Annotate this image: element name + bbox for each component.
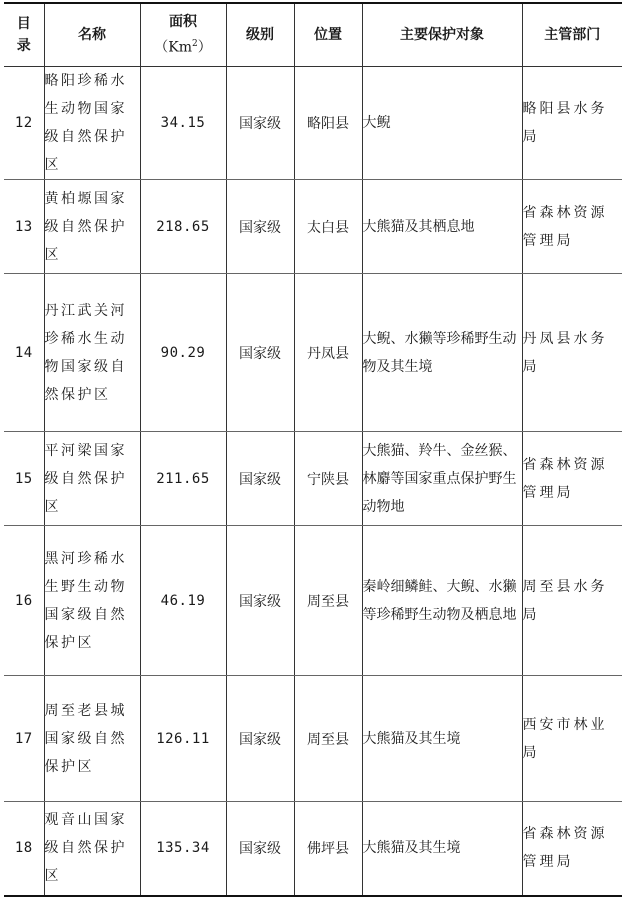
row-level: 国家级 <box>226 526 294 676</box>
row-index: 14 <box>4 274 44 432</box>
row-location: 太白县 <box>294 180 362 274</box>
row-target: 秦岭细鳞鲑、大鲵、水獭等珍稀野生动物及栖息地 <box>362 526 522 676</box>
row-name: 略阳珍稀水生动物国家级自然保护区 <box>44 67 140 180</box>
row-location: 宁陕县 <box>294 432 362 526</box>
row-index: 18 <box>4 802 44 896</box>
row-index: 12 <box>4 67 44 180</box>
header-location: 位置 <box>294 3 362 67</box>
table-row <box>4 432 622 526</box>
header-name: 名称 <box>44 3 140 67</box>
row-area: 90.29 <box>140 274 226 432</box>
row-target: 大熊猫及其生境 <box>362 676 522 802</box>
reserve-table <box>4 2 622 897</box>
row-target: 大熊猫及其栖息地 <box>362 180 522 274</box>
row-dept: 略阳县水务局 <box>522 67 622 180</box>
row-area: 126.11 <box>140 676 226 802</box>
header-area: 面积 （Km$^2$） <box>140 3 226 67</box>
row-target: 大鲵、水獭等珍稀野生动物及其生境 <box>362 274 522 432</box>
row-area: 218.65 <box>140 180 226 274</box>
header-index: 目 录 <box>4 3 44 67</box>
row-dept: 丹凤县水务局 <box>522 274 622 432</box>
header-target: 主要保护对象 <box>362 3 522 67</box>
table-row <box>4 274 622 432</box>
row-dept: 省森林资源管理局 <box>522 432 622 526</box>
row-dept: 西安市林业局 <box>522 676 622 802</box>
row-location: 周至县 <box>294 526 362 676</box>
row-location: 丹凤县 <box>294 274 362 432</box>
row-area: 34.15 <box>140 67 226 180</box>
row-level: 国家级 <box>226 802 294 896</box>
row-location: 周至县 <box>294 676 362 802</box>
row-dept: 省森林资源管理局 <box>522 180 622 274</box>
table-row <box>4 180 622 274</box>
row-dept: 周至县水务局 <box>522 526 622 676</box>
row-index: 16 <box>4 526 44 676</box>
row-target: 大熊猫、羚牛、金丝猴、林麝等国家重点保护野生动物地 <box>362 432 522 526</box>
header-level: 级别 <box>226 3 294 67</box>
row-level: 国家级 <box>226 432 294 526</box>
header-dept: 主管部门 <box>522 3 622 67</box>
row-level: 国家级 <box>226 180 294 274</box>
row-name: 黄柏塬国家级自然保护区 <box>44 180 140 274</box>
table-row <box>4 802 622 896</box>
row-level: 国家级 <box>226 676 294 802</box>
table-row <box>4 526 622 676</box>
row-level: 国家级 <box>226 274 294 432</box>
row-area: 211.65 <box>140 432 226 526</box>
row-level: 国家级 <box>226 67 294 180</box>
row-name: 平河梁国家级自然保护区 <box>44 432 140 526</box>
row-index: 15 <box>4 432 44 526</box>
row-location: 佛坪县 <box>294 802 362 896</box>
header-row <box>4 3 622 67</box>
row-name: 黑河珍稀水生野生动物国家级自然保护区 <box>44 526 140 676</box>
row-name: 周至老县城国家级自然保护区 <box>44 676 140 802</box>
row-target: 大熊猫及其生境 <box>362 802 522 896</box>
row-index: 17 <box>4 676 44 802</box>
row-area: 135.34 <box>140 802 226 896</box>
row-index: 13 <box>4 180 44 274</box>
table-row <box>4 67 622 180</box>
row-target: 大鲵 <box>362 67 522 180</box>
row-name: 观音山国家级自然保护区 <box>44 802 140 896</box>
row-location: 略阳县 <box>294 67 362 180</box>
row-area: 46.19 <box>140 526 226 676</box>
row-dept: 省森林资源管理局 <box>522 802 622 896</box>
table-row <box>4 676 622 802</box>
row-name: 丹江武关河珍稀水生动物国家级自然保护区 <box>44 274 140 432</box>
header-area-unit: （Km$^2$） <box>154 39 212 56</box>
table-body <box>4 67 622 896</box>
